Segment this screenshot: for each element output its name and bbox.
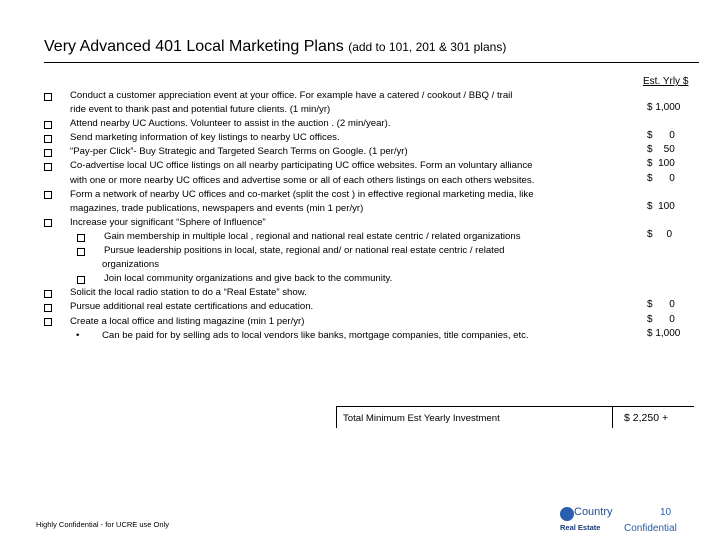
logo-brand: Country: [574, 506, 613, 518]
list-item: [70, 315, 610, 329]
checkbox-bullet-icon: [44, 163, 52, 171]
checkbox-bullet-icon: [77, 276, 85, 284]
list-item-text: Increase your significant “Sphere of Influence”: [70, 216, 266, 228]
total-row-divider: [612, 406, 613, 428]
confidential-label: Confidential: [624, 523, 677, 534]
checkbox-bullet-icon: [44, 149, 52, 157]
list-item-text: Attend nearby UC Auctions. Volunteer to assist in the auction . (2 min/year).: [70, 118, 391, 130]
plan-items-list: [70, 89, 610, 343]
list-item: [70, 300, 610, 314]
list-item: [70, 117, 610, 131]
list-item-text: “Pay-per Click”- Buy Strategic and Targeted Search Terms on Google. (1 per/yr): [70, 146, 408, 158]
list-item-text: Join local community organizations and give back to the community.: [104, 273, 393, 285]
checkbox-bullet-icon: [44, 318, 52, 326]
list-item: [70, 145, 610, 159]
list-item-text: Create a local office and listing magazine (min 1 per/yr): [70, 315, 305, 327]
page-title-main: Very Advanced 401 Local Marketing Plans: [44, 38, 344, 55]
list-item-text: with one or more nearby UC offices and advertise some or all of each others listings on each others websites.: [70, 174, 535, 186]
list-item: [70, 159, 610, 173]
list-item-text: Solicit the local radio station to do a “Real Estate” show.: [70, 287, 307, 299]
amount-value: $ 0: [647, 228, 673, 240]
amount-value: $ 0: [647, 299, 675, 311]
globe-icon: [560, 507, 574, 521]
list-item-text: Send marketing information of key listings to nearby UC offices.: [70, 132, 340, 144]
page-title-sub: (add to 101, 201 & 301 plans): [348, 40, 507, 54]
dot-bullet-icon: •: [76, 329, 80, 341]
page-number: 10: [660, 507, 672, 518]
checkbox-bullet-icon: [44, 219, 52, 227]
list-item: [70, 244, 610, 258]
amount-value: $ 0: [647, 130, 675, 142]
footer-note: Highly Confidential - for UCRE use Only: [36, 520, 169, 529]
checkbox-bullet-icon: [44, 135, 52, 143]
checkbox-bullet-icon: [44, 93, 52, 101]
checkbox-bullet-icon: [77, 248, 85, 256]
list-item: [70, 329, 610, 343]
list-item: [70, 202, 610, 216]
total-row-left-border: [336, 406, 337, 428]
list-item: [70, 230, 610, 244]
checkbox-bullet-icon: [44, 304, 52, 312]
amount-value: $ 0: [647, 313, 675, 325]
list-item: [70, 174, 610, 188]
list-item: [70, 258, 610, 272]
checkbox-bullet-icon: [44, 121, 52, 129]
amount-value: $ 0: [647, 172, 675, 184]
list-item: [70, 89, 610, 103]
company-logo: [560, 507, 614, 535]
list-item-text: Co-advertise local UC office listings on all nearby participating UC office websites. Form an voluntary alliance: [70, 160, 533, 172]
list-item: [70, 103, 610, 117]
list-item-text: Pursue leadership positions in local, state, regional and/ or national real estate centric / related: [104, 245, 505, 257]
amount-value: $ 50: [647, 144, 675, 156]
list-item-text: Form a network of nearby UC offices and co-market (split the cost ) in effective regional marketing media, like: [70, 188, 534, 200]
list-item: [70, 286, 610, 300]
list-item-text: magazines, trade publications, newspapers and events (min 1 per/yr): [70, 202, 364, 214]
list-item: [70, 216, 610, 230]
list-item-text: Conduct a customer appreciation event at your office. For example have a catered / cookout / BBQ / trail: [70, 90, 513, 101]
list-item-text: Gain membership in multiple local , regional and national real estate centric / related organizations: [104, 230, 521, 242]
checkbox-bullet-icon: [77, 234, 85, 242]
total-amount: $ 2,250 +: [624, 412, 669, 424]
checkbox-bullet-icon: [44, 290, 52, 298]
title-rule: [44, 62, 699, 63]
logo-subtitle: Real Estate: [560, 523, 601, 532]
amount-value: $ 100: [647, 200, 675, 212]
amount-value: $ 100: [647, 158, 675, 170]
list-item-text: Can be paid for by selling ads to local vendors like banks, mortgage companies, title companies, etc.: [102, 329, 529, 341]
list-item-text: organizations: [102, 259, 160, 271]
checkbox-bullet-icon: [44, 191, 52, 199]
amount-value: $ 1,000: [647, 327, 681, 339]
list-item: [70, 131, 610, 145]
total-label: Total Minimum Est Yearly Investment: [343, 413, 500, 424]
amount-value: $ 1,000: [647, 102, 681, 113]
list-item: [70, 188, 610, 202]
page-title: [44, 38, 506, 56]
list-item-text: ride event to thank past and potential future clients. (1 min/yr): [70, 104, 331, 116]
column-header: Est. Yrly $: [643, 76, 689, 87]
list-item: [70, 272, 610, 286]
list-item-text: Pursue additional real estate certifications and education.: [70, 301, 314, 313]
